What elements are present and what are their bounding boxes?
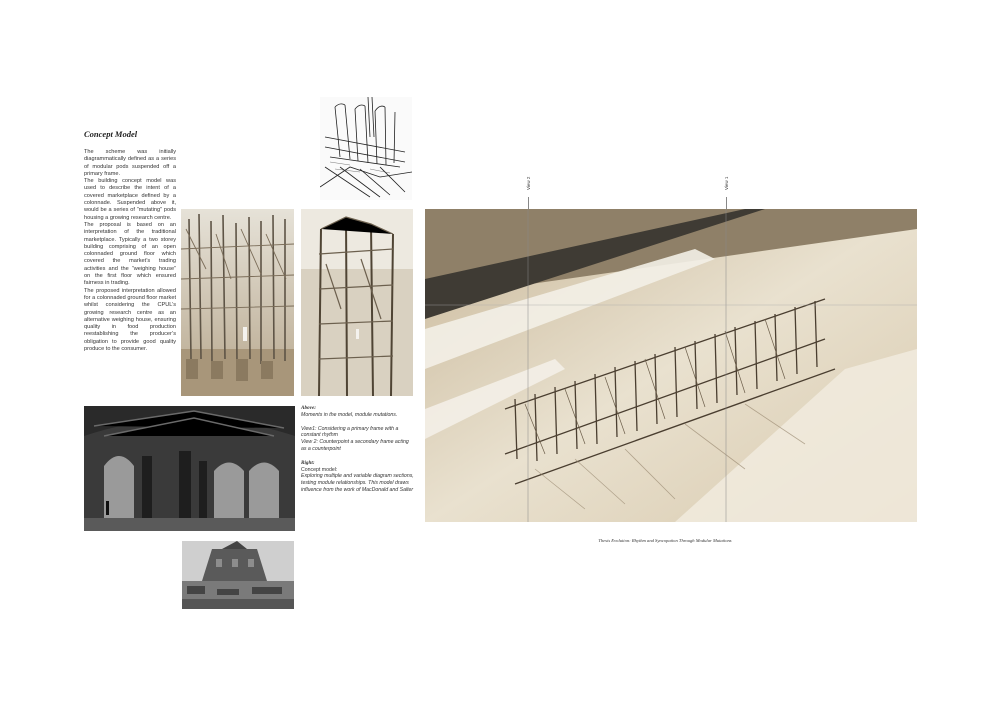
historic-market-interior [84, 406, 295, 531]
concept-model-main-photo [425, 209, 917, 522]
concept-model-body [84, 149, 176, 353]
view2-label: View 2 [526, 176, 531, 190]
main-image-caption: Thesis Evolution: Rhythm and Syncopation Through Modular Mutations [598, 538, 732, 543]
caption-right-label: Concept model: [301, 466, 338, 473]
market-house-exterior [182, 541, 294, 609]
caption-view2: View 2: Counterpoint a secondary frame acting as a counterpoint [301, 439, 409, 452]
view2-guide-line [528, 197, 529, 209]
view1-label: View 1 [724, 176, 729, 190]
caption-above-heading: Above: [301, 405, 316, 411]
model-photo-pods [181, 209, 294, 396]
caption-above-text: Moments in the model, module mutations. [301, 411, 398, 418]
caption-right-heading: Right: [301, 459, 315, 466]
body-paragraph: The proposal is based on an interpretation of the traditional marketplace. Typically a two storey building comprising of an open colonnaded ground floor which covered the market’s trading activities and the “weighing house” on the first floor which ensured fairness in trading. [84, 221, 176, 287]
body-paragraph: The proposed interpretation allowed for a colonnaded ground floor market whilst considering the CPUL’s growing research centre as an alternative weighing house, ensuring quality in food production reestablishing the producer’s obligation to provide good quality produce to the consumer. [84, 287, 176, 353]
sketch-drawing [320, 97, 412, 200]
body-paragraph: The scheme was initially diagrammatically defined as a series of modular pods suspended off a primary frame. [84, 149, 176, 177]
view1-guide-line [726, 197, 727, 209]
caption-view1: View1: Considering a primary frame with a constant rhythm [301, 425, 399, 439]
model-photo-detail [301, 209, 413, 396]
body-paragraph: The building concept model was used to describe the intent of a covered marketplace defined by a colonnade. Suspended above it, would be a series of “mutating” pods housing a growing research centre. [84, 178, 176, 221]
caption-right-text: Exploring multiple and variable diagram sections, testing module relationships. This model draws influence from the work of MacDonald and Salter [301, 473, 414, 493]
concept-model-title: Concept Model [84, 129, 138, 139]
model-captions [301, 405, 415, 494]
